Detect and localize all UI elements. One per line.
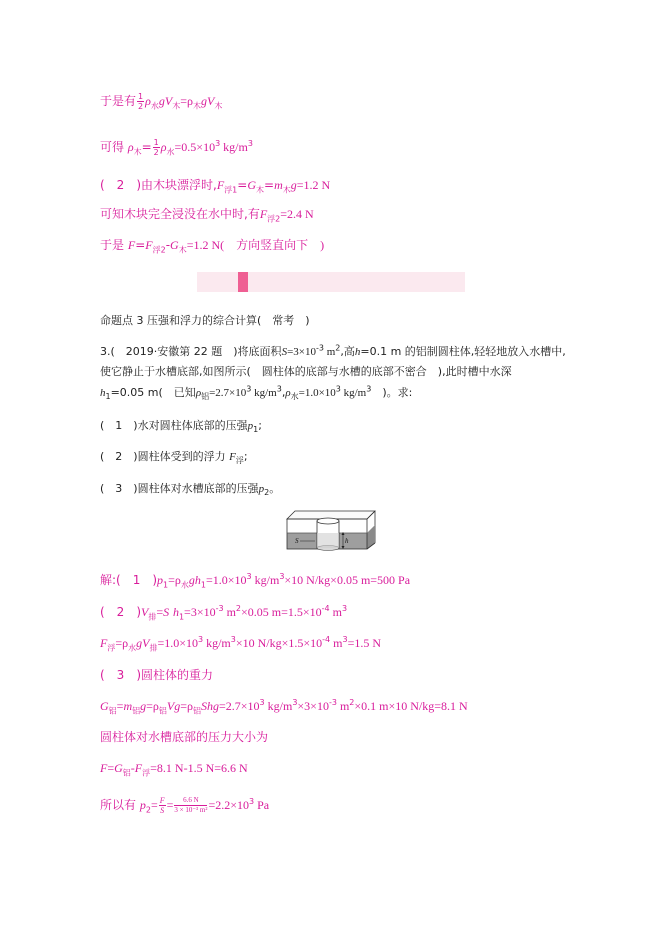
sup: 3 (215, 139, 221, 148)
sup: -4 (322, 635, 331, 644)
text: =ρ (115, 636, 129, 650)
text: , (281, 386, 286, 399)
solution-line-5 (100, 698, 468, 714)
sup: 3 (341, 604, 348, 613)
symbol: gV (200, 94, 215, 108)
symbol: p (247, 420, 254, 432)
text: =8.1 N-1.5 N=6.6 N (150, 761, 248, 775)
sup: 3 (342, 635, 348, 644)
text: m (330, 636, 343, 650)
sup: -3 (328, 698, 337, 707)
text: ( 2 )由木块漂浮时, (100, 178, 217, 192)
sub: 木 (192, 101, 201, 111)
frac-den: 2 (138, 102, 144, 111)
solution-line-1 (100, 572, 410, 588)
label-h: h (345, 537, 349, 545)
sup: 3 (335, 384, 341, 394)
text: 解:( 1 ) (100, 573, 158, 587)
symbol: G (170, 238, 179, 252)
sup: 2 (335, 343, 341, 353)
symbol: p (258, 483, 265, 495)
sub: 铝 (108, 706, 117, 716)
text: =ρ (146, 699, 159, 713)
solution-line-4: ( 3 )圆柱体的重力 (100, 668, 213, 682)
solution-line-6: 圆柱体对水槽底部的压力大小为 (100, 730, 269, 744)
text: ×10 N/kg×0.05 m=500 Pa (284, 573, 411, 587)
symbol: ρ (195, 387, 202, 399)
sub: 1 (163, 580, 169, 590)
text: = (141, 140, 152, 154)
symbol: ρ (160, 140, 167, 154)
problem-line-3 (100, 385, 412, 401)
text: m (336, 699, 350, 713)
text: ×3×10 (297, 699, 329, 713)
text: m (223, 605, 236, 619)
frac-den: 3 × 10⁻³ m² (174, 806, 208, 814)
sup: 3 (230, 635, 236, 644)
sub: 木 (178, 245, 187, 255)
text: ×0.1 m×10 N/kg=8.1 N (354, 699, 468, 713)
sub: 水 (290, 392, 299, 402)
symbol: S (281, 346, 288, 358)
solution-line-3 (100, 635, 381, 651)
sup: 3 (246, 384, 252, 394)
symbol: V (166, 699, 175, 713)
text: kg/m (203, 636, 231, 650)
text: 3.( 2019·安徽第 22 题 )将底面积 (100, 345, 282, 358)
symbol: h (172, 605, 179, 619)
text: =0.05 m( 已知 (110, 386, 196, 399)
sub: 1 (200, 580, 206, 590)
symbol: S (163, 605, 170, 619)
sub: 浮 (235, 456, 244, 466)
sub: 1 (178, 612, 185, 622)
sub: 水 (180, 580, 189, 590)
text: =ρ (168, 573, 181, 587)
text: =2.7×10 (219, 699, 260, 713)
sub: 浮1 (224, 185, 238, 195)
text: ( 1 )水对圆柱体底部的压强 (100, 419, 248, 432)
solution-line-8 (100, 796, 269, 815)
text: =2.2×10 (208, 798, 249, 812)
question-3 (100, 481, 280, 497)
text: m (323, 346, 336, 358)
fraction-value (174, 796, 207, 815)
answer-line-4 (100, 206, 314, 222)
value: =2.4 N (280, 207, 314, 221)
sub: 水 (166, 147, 175, 157)
frac-num: 1 (138, 92, 144, 101)
sup: 3 (248, 797, 255, 806)
text: kg/m (251, 387, 277, 399)
tank-cylinder-figure (285, 509, 377, 551)
text: 所以有 (100, 798, 137, 812)
symbol: g (140, 699, 147, 713)
symbol: p (139, 798, 146, 812)
value: =0.5×10 (174, 140, 216, 154)
symbol: F (216, 178, 225, 192)
symbol: F (100, 636, 108, 650)
text: 可知木块完全浸没在水中时,有 (100, 207, 260, 221)
sup: 3 (292, 698, 298, 707)
problem-line-2: 使它静止于水槽底部,如图所示( 圆柱体的底部与水槽的底部不密合 ),此时槽中水深 (100, 365, 512, 378)
symbol: F (259, 207, 268, 221)
symbol: G (247, 178, 256, 192)
symbol: F (134, 761, 143, 775)
text: )。求: (371, 386, 413, 399)
text: ; (243, 450, 248, 463)
symbol: F (127, 238, 136, 252)
sub: 水 (150, 101, 159, 111)
text: 可得 (100, 140, 125, 154)
frac-den: S (160, 806, 165, 815)
sub: 水 (128, 643, 137, 653)
text: = (135, 238, 146, 252)
sub: 木 (214, 101, 223, 111)
text: =2.7×10 (209, 387, 247, 399)
text: kg/m (251, 573, 280, 587)
frac-num: 6.6 N (174, 796, 207, 806)
sup: -4 (321, 604, 330, 613)
sup: 3 (246, 572, 252, 581)
frac-den: 2 (153, 148, 159, 157)
answer-line-2 (100, 138, 253, 157)
text: ; (258, 419, 262, 432)
sub: 木 (172, 101, 181, 111)
text: - (165, 238, 171, 252)
sub: 浮 (142, 768, 151, 778)
symbol: ρ (127, 140, 134, 154)
text: = (107, 761, 115, 775)
answer-line-5 (100, 237, 324, 253)
text: kg/m (264, 699, 293, 713)
text: =3×10 (184, 605, 216, 619)
text: =1.0×10 (206, 573, 247, 587)
sub: 木 (133, 147, 142, 157)
text: ( 3 )圆柱体对水槽底部的压强 (100, 482, 259, 495)
symbol: m (274, 178, 283, 192)
sup: 3 (247, 139, 253, 148)
text: 。 (269, 482, 281, 495)
symbol: p (157, 573, 164, 587)
sub: 铝 (193, 706, 201, 716)
fraction-half (137, 92, 144, 111)
text: 于是 (100, 238, 125, 252)
sub: 木 (256, 185, 264, 195)
fraction-half (153, 138, 160, 157)
sup: -3 (215, 604, 224, 613)
symbol: gV (136, 636, 150, 650)
sub: 浮2 (267, 214, 281, 224)
symbol: m (123, 699, 133, 713)
frac-num: F (159, 796, 165, 805)
sub: 铝 (158, 706, 167, 716)
symbol: F (100, 761, 108, 775)
text: = (156, 605, 164, 619)
text: - (130, 761, 135, 775)
symbol: G (114, 761, 123, 775)
text: =3×10 (287, 346, 316, 358)
sub: 铝 (122, 768, 131, 778)
text: ×10 N/kg×1.5×10 (235, 636, 323, 650)
symbol: ρ (285, 387, 291, 399)
sup: 2 (235, 604, 242, 613)
text: Pa (254, 798, 270, 812)
sup: 3 (259, 698, 265, 707)
text: = (150, 798, 158, 812)
text: =1.0×10 (298, 387, 336, 399)
symbol: g (290, 178, 297, 192)
solution-line-2 (100, 604, 347, 620)
symbol: Shg (201, 699, 219, 713)
sup: -3 (315, 343, 324, 353)
answer-line-3 (100, 177, 330, 193)
sub: 木 (282, 185, 291, 195)
symbol: gh (188, 573, 201, 587)
problem-line-1 (100, 344, 566, 360)
sup: 2 (349, 698, 355, 707)
sub: 1 (105, 392, 111, 402)
sub: 排 (148, 612, 157, 622)
text: ×0.05 m=1.5×10 (241, 605, 322, 619)
value: =1.2 N( 方向竖直向下 ) (186, 238, 325, 252)
sup: 3 (279, 572, 285, 581)
symbol: h (354, 346, 361, 358)
symbol: F (229, 451, 236, 463)
text: 于是有 (100, 94, 137, 108)
question-1 (100, 418, 262, 434)
section-title: 命题点 3 压强和浮力的综合计算( 常考 ) (100, 314, 310, 327)
sup: 3 (198, 635, 204, 644)
symbol: h (100, 387, 106, 399)
text: = (116, 699, 124, 713)
sub: 铝 (132, 706, 141, 716)
text: ,高 (340, 345, 355, 358)
symbol: F (145, 238, 153, 252)
value: =1.2 N (296, 178, 331, 192)
sub: 铝 (201, 392, 210, 402)
text: = (237, 178, 248, 192)
text: =0.1 m 的铝制圆柱体,轻轻地放入水槽中, (360, 345, 566, 358)
symbol: G (100, 699, 109, 713)
text: ( 2 ) (100, 605, 141, 619)
sub: 1 (253, 425, 259, 435)
text: =1.0×10 (157, 636, 198, 650)
text: kg/m (340, 387, 367, 399)
text: =1.5 N (347, 636, 382, 650)
symbol: V (141, 605, 149, 619)
fraction-f-over-s (159, 796, 166, 815)
section-divider-mark (238, 272, 248, 292)
sup: 3 (276, 384, 282, 394)
symbol: g (174, 699, 181, 713)
text: =ρ (180, 94, 193, 108)
sub: 浮 (107, 643, 116, 653)
cylinder (317, 518, 339, 551)
label-s: S (295, 537, 299, 545)
sub: 排 (149, 643, 158, 653)
sup: 3 (366, 384, 372, 394)
text: ( 2 )圆柱体受到的浮力 (100, 450, 226, 463)
question-2 (100, 449, 248, 465)
text: =ρ (180, 699, 193, 713)
text: m (329, 605, 342, 619)
frac-num: 1 (153, 138, 159, 147)
solution-line-7 (100, 760, 248, 776)
unit: kg/m (220, 140, 248, 154)
text: = (264, 178, 275, 192)
answer-line-1 (100, 92, 222, 111)
symbol: gV (158, 94, 173, 108)
sub: 2 (264, 488, 270, 498)
text: = (166, 798, 174, 812)
symbol: ρ (145, 94, 151, 108)
sub: 浮2 (152, 245, 166, 255)
sub: 2 (145, 805, 151, 815)
